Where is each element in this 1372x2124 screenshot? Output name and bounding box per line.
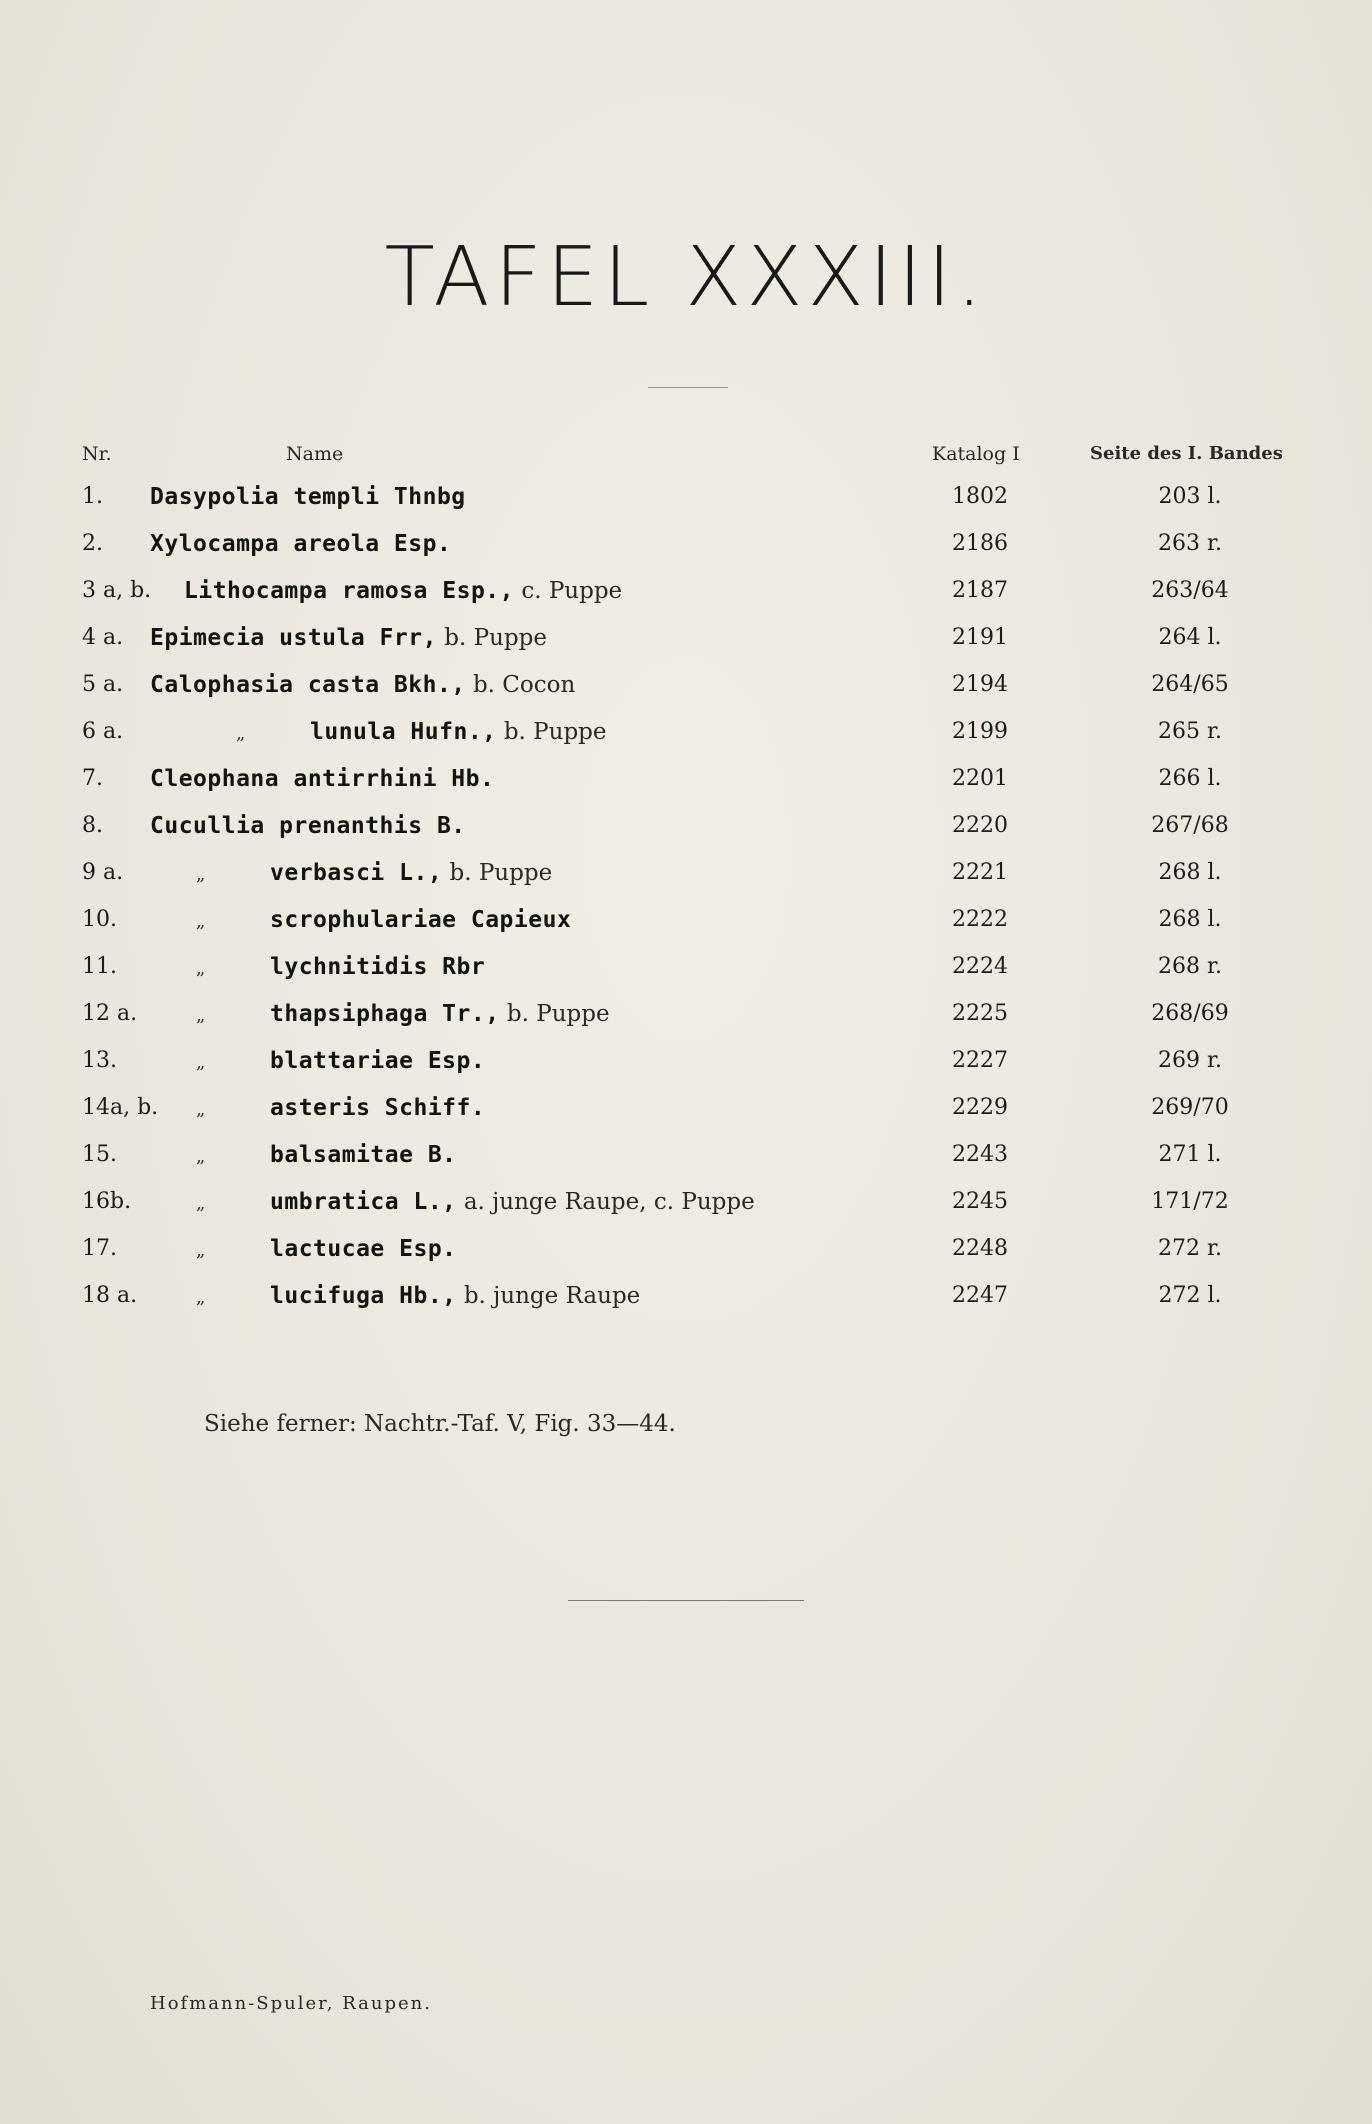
page-reference: 265 r. (1157, 719, 1223, 744)
row-number: 15. (82, 1142, 117, 1167)
katalog-number: 2248 (952, 1236, 1008, 1261)
table-row (0, 1001, 1372, 1041)
row-number: 2. (82, 531, 103, 556)
katalog-number: 2245 (952, 1189, 1008, 1214)
ditto-mark: „ (196, 1099, 206, 1120)
stage-note: a. junge Raupe, c. Puppe (463, 1189, 755, 1215)
stage-note: b. Puppe (444, 625, 547, 651)
species-name (270, 954, 485, 980)
column-header-name: Name (286, 443, 344, 465)
ditto-mark: „ (196, 958, 206, 979)
scientific-name: Lithocampa ramosa Esp., (184, 578, 514, 604)
ditto-mark: „ (196, 1052, 206, 1073)
table-row (0, 672, 1372, 712)
page-reference: 268 l. (1158, 907, 1222, 932)
row-number: 1. (82, 484, 103, 509)
table-row (0, 907, 1372, 947)
stage-note: c. Puppe (521, 578, 623, 604)
scientific-name: Cleophana antirrhini Hb. (150, 766, 495, 792)
row-number: 10. (82, 907, 117, 932)
title-divider (648, 387, 728, 388)
scientific-name: lunula Hufn., (310, 719, 497, 745)
ditto-mark: „ (196, 1193, 206, 1214)
table-row (0, 719, 1372, 759)
species-name (150, 484, 466, 510)
row-number: 3 a, b. (82, 578, 152, 603)
page-reference: 263 r. (1157, 531, 1223, 556)
ditto-mark: „ (196, 1005, 206, 1026)
page-reference: 267/68 (1151, 813, 1229, 838)
ditto-mark: „ (196, 1240, 206, 1261)
row-number: 6 a. (82, 719, 124, 744)
table-row (0, 1189, 1372, 1229)
ditto-mark: „ (196, 911, 206, 932)
table-row (0, 860, 1372, 900)
katalog-number: 2227 (952, 1048, 1008, 1073)
row-number: 5 a. (82, 672, 124, 697)
stage-note: b. junge Raupe (463, 1283, 641, 1309)
katalog-number: 2186 (952, 531, 1008, 556)
row-number: 12 a. (82, 1001, 138, 1026)
stage-note: b. Puppe (449, 860, 553, 886)
row-number: 18 a. (82, 1283, 138, 1308)
table-row (0, 1283, 1372, 1323)
scientific-name: asteris Schiff. (270, 1095, 486, 1121)
scientific-name: lychnitidis Rbr (270, 954, 486, 980)
page-reference: 268 l. (1158, 860, 1222, 885)
scientific-name: verbasci L., (270, 860, 443, 886)
row-number: 11. (82, 954, 117, 979)
katalog-number: 2229 (952, 1095, 1008, 1120)
katalog-number: 2222 (952, 907, 1008, 932)
row-number: 7. (82, 766, 103, 791)
row-number: 8. (82, 813, 103, 838)
ditto-mark: „ (196, 1146, 206, 1167)
species-name (270, 1283, 640, 1309)
species-name (310, 719, 607, 745)
page-reference: 203 l. (1158, 484, 1222, 509)
page-reference: 268 r. (1157, 954, 1223, 979)
row-number: 16b. (82, 1189, 132, 1214)
scientific-name: blattariae Esp. (270, 1048, 486, 1074)
katalog-number: 2187 (952, 578, 1008, 603)
table-row (0, 1095, 1372, 1135)
page-reference: 268/69 (1151, 1001, 1229, 1026)
page-reference: 272 r. (1157, 1236, 1223, 1261)
stage-note: b. Cocon (472, 672, 576, 698)
page-reference: 264/65 (1151, 672, 1229, 697)
table-row (0, 484, 1372, 524)
stage-note: b. Puppe (506, 1001, 610, 1027)
row-number: 9 a. (82, 860, 124, 885)
page-reference: 266 l. (1158, 766, 1222, 791)
table-row (0, 531, 1372, 571)
table-row (0, 766, 1372, 806)
page-reference: 269 r. (1157, 1048, 1223, 1073)
scientific-name: Dasypolia templi Thnbg (150, 484, 466, 510)
page-reference: 171/72 (1151, 1189, 1229, 1214)
katalog-number: 2221 (952, 860, 1008, 885)
table-row (0, 1236, 1372, 1276)
species-name (150, 625, 547, 651)
species-name (270, 907, 571, 933)
table-row (0, 813, 1372, 853)
page-reference: 272 l. (1158, 1283, 1222, 1308)
katalog-number: 1802 (952, 484, 1008, 509)
imprint: Hofmann-Spuler, Raupen. (150, 1993, 432, 2014)
page-reference: 263/64 (1151, 578, 1229, 603)
column-header-nr: Nr. (82, 443, 112, 465)
scientific-name: lucifuga Hb., (270, 1283, 457, 1309)
page-reference: 271 l. (1158, 1142, 1222, 1167)
katalog-number: 2194 (952, 672, 1008, 697)
row-number: 4 a. (82, 625, 124, 650)
table-row (0, 954, 1372, 994)
table-row (0, 625, 1372, 665)
table-row (0, 1142, 1372, 1182)
katalog-number: 2220 (952, 813, 1008, 838)
species-name (270, 1236, 457, 1262)
scientific-name: balsamitae B. (270, 1142, 457, 1168)
stage-note: b. Puppe (503, 719, 607, 745)
see-also-note: Siehe ferner: Nachtr.-Taf. V, Fig. 33—44. (204, 1411, 676, 1437)
scientific-name: scrophulariae Capieux (270, 907, 572, 933)
katalog-number: 2247 (952, 1283, 1008, 1308)
ditto-mark: „ (196, 1287, 206, 1308)
scientific-name: Xylocampa areola Esp. (150, 531, 452, 557)
katalog-number: 2225 (952, 1001, 1008, 1026)
katalog-number: 2243 (952, 1142, 1008, 1167)
table-row (0, 578, 1372, 618)
katalog-number: 2224 (952, 954, 1008, 979)
katalog-number: 2201 (952, 766, 1008, 791)
scientific-name: Calophasia casta Bkh., (150, 672, 466, 698)
species-name (270, 1095, 485, 1121)
species-name (270, 1189, 755, 1215)
ditto-mark: „ (196, 864, 206, 885)
katalog-number: 2199 (952, 719, 1008, 744)
katalog-number: 2191 (952, 625, 1008, 650)
species-name (270, 1001, 610, 1027)
column-header-seite: Seite des I. Bandes (1090, 443, 1283, 464)
table-row (0, 1048, 1372, 1088)
species-name (270, 1048, 485, 1074)
species-name (150, 766, 494, 792)
species-name (150, 531, 451, 557)
page-title: TAFEL XXXIII. (384, 230, 988, 325)
species-name (150, 672, 575, 698)
scientific-name: Cucullia prenanthis B. (150, 813, 466, 839)
scientific-name: thapsiphaga Tr., (270, 1001, 500, 1027)
scientific-name: umbratica L., (270, 1189, 457, 1215)
column-header-katalog: Katalog I (932, 443, 1020, 465)
page-reference: 264 l. (1158, 625, 1222, 650)
species-name (150, 813, 466, 839)
row-number: 13. (82, 1048, 117, 1073)
row-number: 17. (82, 1236, 117, 1261)
page-reference: 269/70 (1151, 1095, 1229, 1120)
row-number: 14a, b. (82, 1095, 159, 1120)
species-name (270, 860, 552, 886)
species-name (184, 578, 622, 604)
species-name (270, 1142, 457, 1168)
ditto-mark: „ (236, 723, 246, 744)
bottom-divider (568, 1600, 804, 1601)
scientific-name: Epimecia ustula Frr, (150, 625, 437, 651)
scientific-name: lactucae Esp. (270, 1236, 457, 1262)
